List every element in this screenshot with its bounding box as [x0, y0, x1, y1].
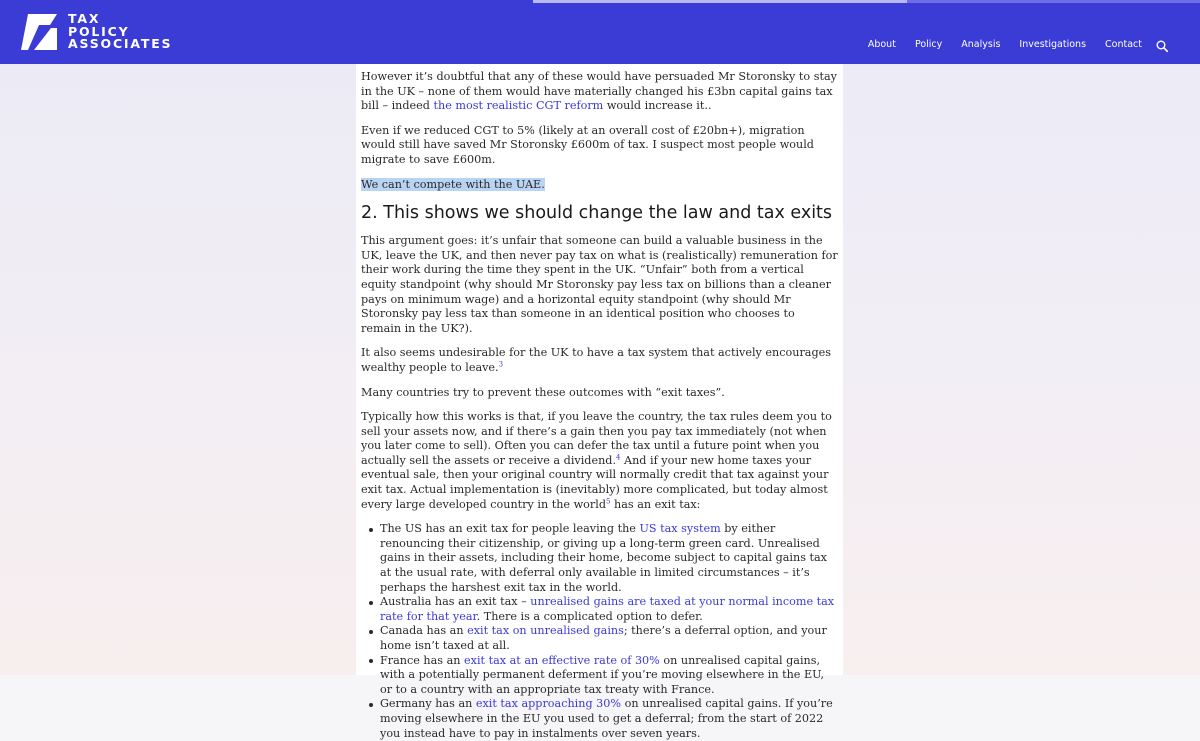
reading-progress-fill	[533, 0, 907, 3]
page-background-right	[843, 64, 1200, 675]
search-icon[interactable]	[1156, 40, 1168, 52]
site-header	[0, 0, 1200, 64]
list-item-text: France has an	[380, 653, 465, 667]
footnote-ref[interactable]: 3	[498, 360, 504, 369]
paragraph: This argument goes: it’s unfair that someone can build a valuable business in the UK, leave the UK, and then never pay tax on what is (realistically) remuneration for their work during the time they spent in the UK. “Unfair” both from a vertical equity standpoint (why should Mr Storonsky pay less tax on billions than a cleaner pays on minimum wage) and a horizontal equity standpoint (why should Mr Storonsky pay less tax than someone in an identical position who chooses to remain in the UK?).	[361, 234, 838, 335]
list-item-text: . There is a complicated option to defer.	[476, 609, 703, 623]
logo-line: ASSOCIATES	[68, 36, 173, 52]
logo-line: POLICY	[68, 23, 130, 39]
nav-investigations[interactable]: Investigations	[1019, 39, 1087, 50]
paragraph-text: Typically how this works is that, if you leave the country, the tax rules deem you to sell your assets now, and if there’s a gain then you pay tax immediately (not when you later come to sell). Often you can defer the tax until a future point when you actually sell the assets or receive a dividend.	[361, 410, 832, 467]
nav-contact[interactable]: Contact	[1105, 39, 1142, 50]
list-item	[380, 697, 838, 741]
nav-policy[interactable]: Policy	[914, 39, 943, 50]
reading-progress-bar	[533, 0, 1200, 3]
article-body	[356, 64, 843, 741]
canada-exit-tax-link[interactable]: exit tax on unrealised gains	[467, 624, 624, 638]
nav-analysis[interactable]: Analysis	[961, 39, 1001, 50]
us-tax-system-link[interactable]: US tax system	[639, 522, 721, 536]
paragraph-text: would increase it..	[603, 99, 712, 113]
list-item-text: The US has an exit tax for people leaving the	[380, 522, 640, 536]
paragraph	[361, 70, 838, 114]
list-item-text: Australia has an exit tax –	[380, 595, 531, 609]
paragraph-text: And if your new home taxes your eventual sale, then your original country will normally credit that tax against your exit tax. Actual implementation is (inevitably) more complicated, but today almost every large developed country in the world	[361, 453, 829, 511]
paragraph	[361, 178, 838, 193]
australia-exit-tax-link[interactable]: unrealised gains are taxed at your normal income tax rate for that year	[380, 595, 835, 623]
list-item	[380, 624, 838, 653]
list-item-text: Germany has an	[380, 697, 476, 711]
article-column	[356, 64, 843, 740]
paragraph-text: It also seems undesirable for the UK to have a tax system that actively encourages wealthy people to leave.	[361, 346, 831, 374]
list-item	[380, 654, 838, 698]
page-background-left	[0, 64, 356, 675]
footnote-ref[interactable]: 5	[606, 496, 611, 505]
list-item-text: on unrealised capital gains, with a potentially permanent deferment if you’re moving elsewhere in the EU, or to a country with an appropriate tax treaty with France.	[380, 653, 825, 696]
list-item-text: Canada has an	[380, 624, 468, 638]
logo-mark-icon	[20, 13, 58, 51]
selected-text[interactable]: We can’t compete with the UAE.	[361, 177, 545, 191]
list-item	[380, 522, 838, 595]
paragraph-text: However it’s doubtful that any of these would have persuaded Mr Storonsky to stay in the UK – none of them would have materially changed his £3bn capital gains tax bill – indeed	[361, 70, 837, 113]
paragraph	[361, 410, 838, 512]
logo-line: TAX	[68, 11, 101, 27]
exit-tax-list	[361, 522, 838, 741]
paragraph-text: has an exit tax:	[610, 497, 701, 511]
footnote-ref[interactable]: 4	[616, 453, 621, 462]
main-nav	[849, 38, 1168, 52]
site-logo[interactable]	[20, 12, 172, 52]
paragraph: Even if we reduced CGT to 5% (likely at an overall cost of £20bn+), migration would still have saved Mr Storonsky £600m of tax. I suspect most people would migrate to save £600m.	[361, 123, 814, 166]
france-exit-tax-link[interactable]: exit tax at an effective rate of 30%	[464, 653, 660, 667]
list-item-text: by either renouncing their citizenship, or giving up a long-term green card. Unrealised gains in their assets, including their home, become subject to capital gains tax at the usual rate, with deferral only available in limited circumstances – it’s perhaps the harshest exit tax in the world.	[380, 522, 827, 594]
nav-about[interactable]: About	[867, 39, 896, 50]
list-item-text: ; there’s a deferral option, and your home isn’t taxed at all.	[380, 624, 827, 652]
germany-exit-tax-link[interactable]: exit tax approaching 30%	[475, 697, 622, 711]
paragraph	[361, 346, 838, 375]
paragraph: Many countries try to prevent these outcomes with “exit taxes”.	[361, 385, 725, 399]
list-item	[380, 595, 838, 624]
section-heading: 2. This shows we should change the law and tax exits	[361, 203, 833, 224]
logo-wordmark	[68, 13, 172, 51]
list-item-text: on unrealised capital gains. If you’re moving elsewhere in the EU you used to get a deferral; from the start of 2022 you instead have to pay in instalments over seven years.	[380, 697, 833, 740]
cgt-reform-link[interactable]: the most realistic CGT reform	[433, 99, 604, 113]
